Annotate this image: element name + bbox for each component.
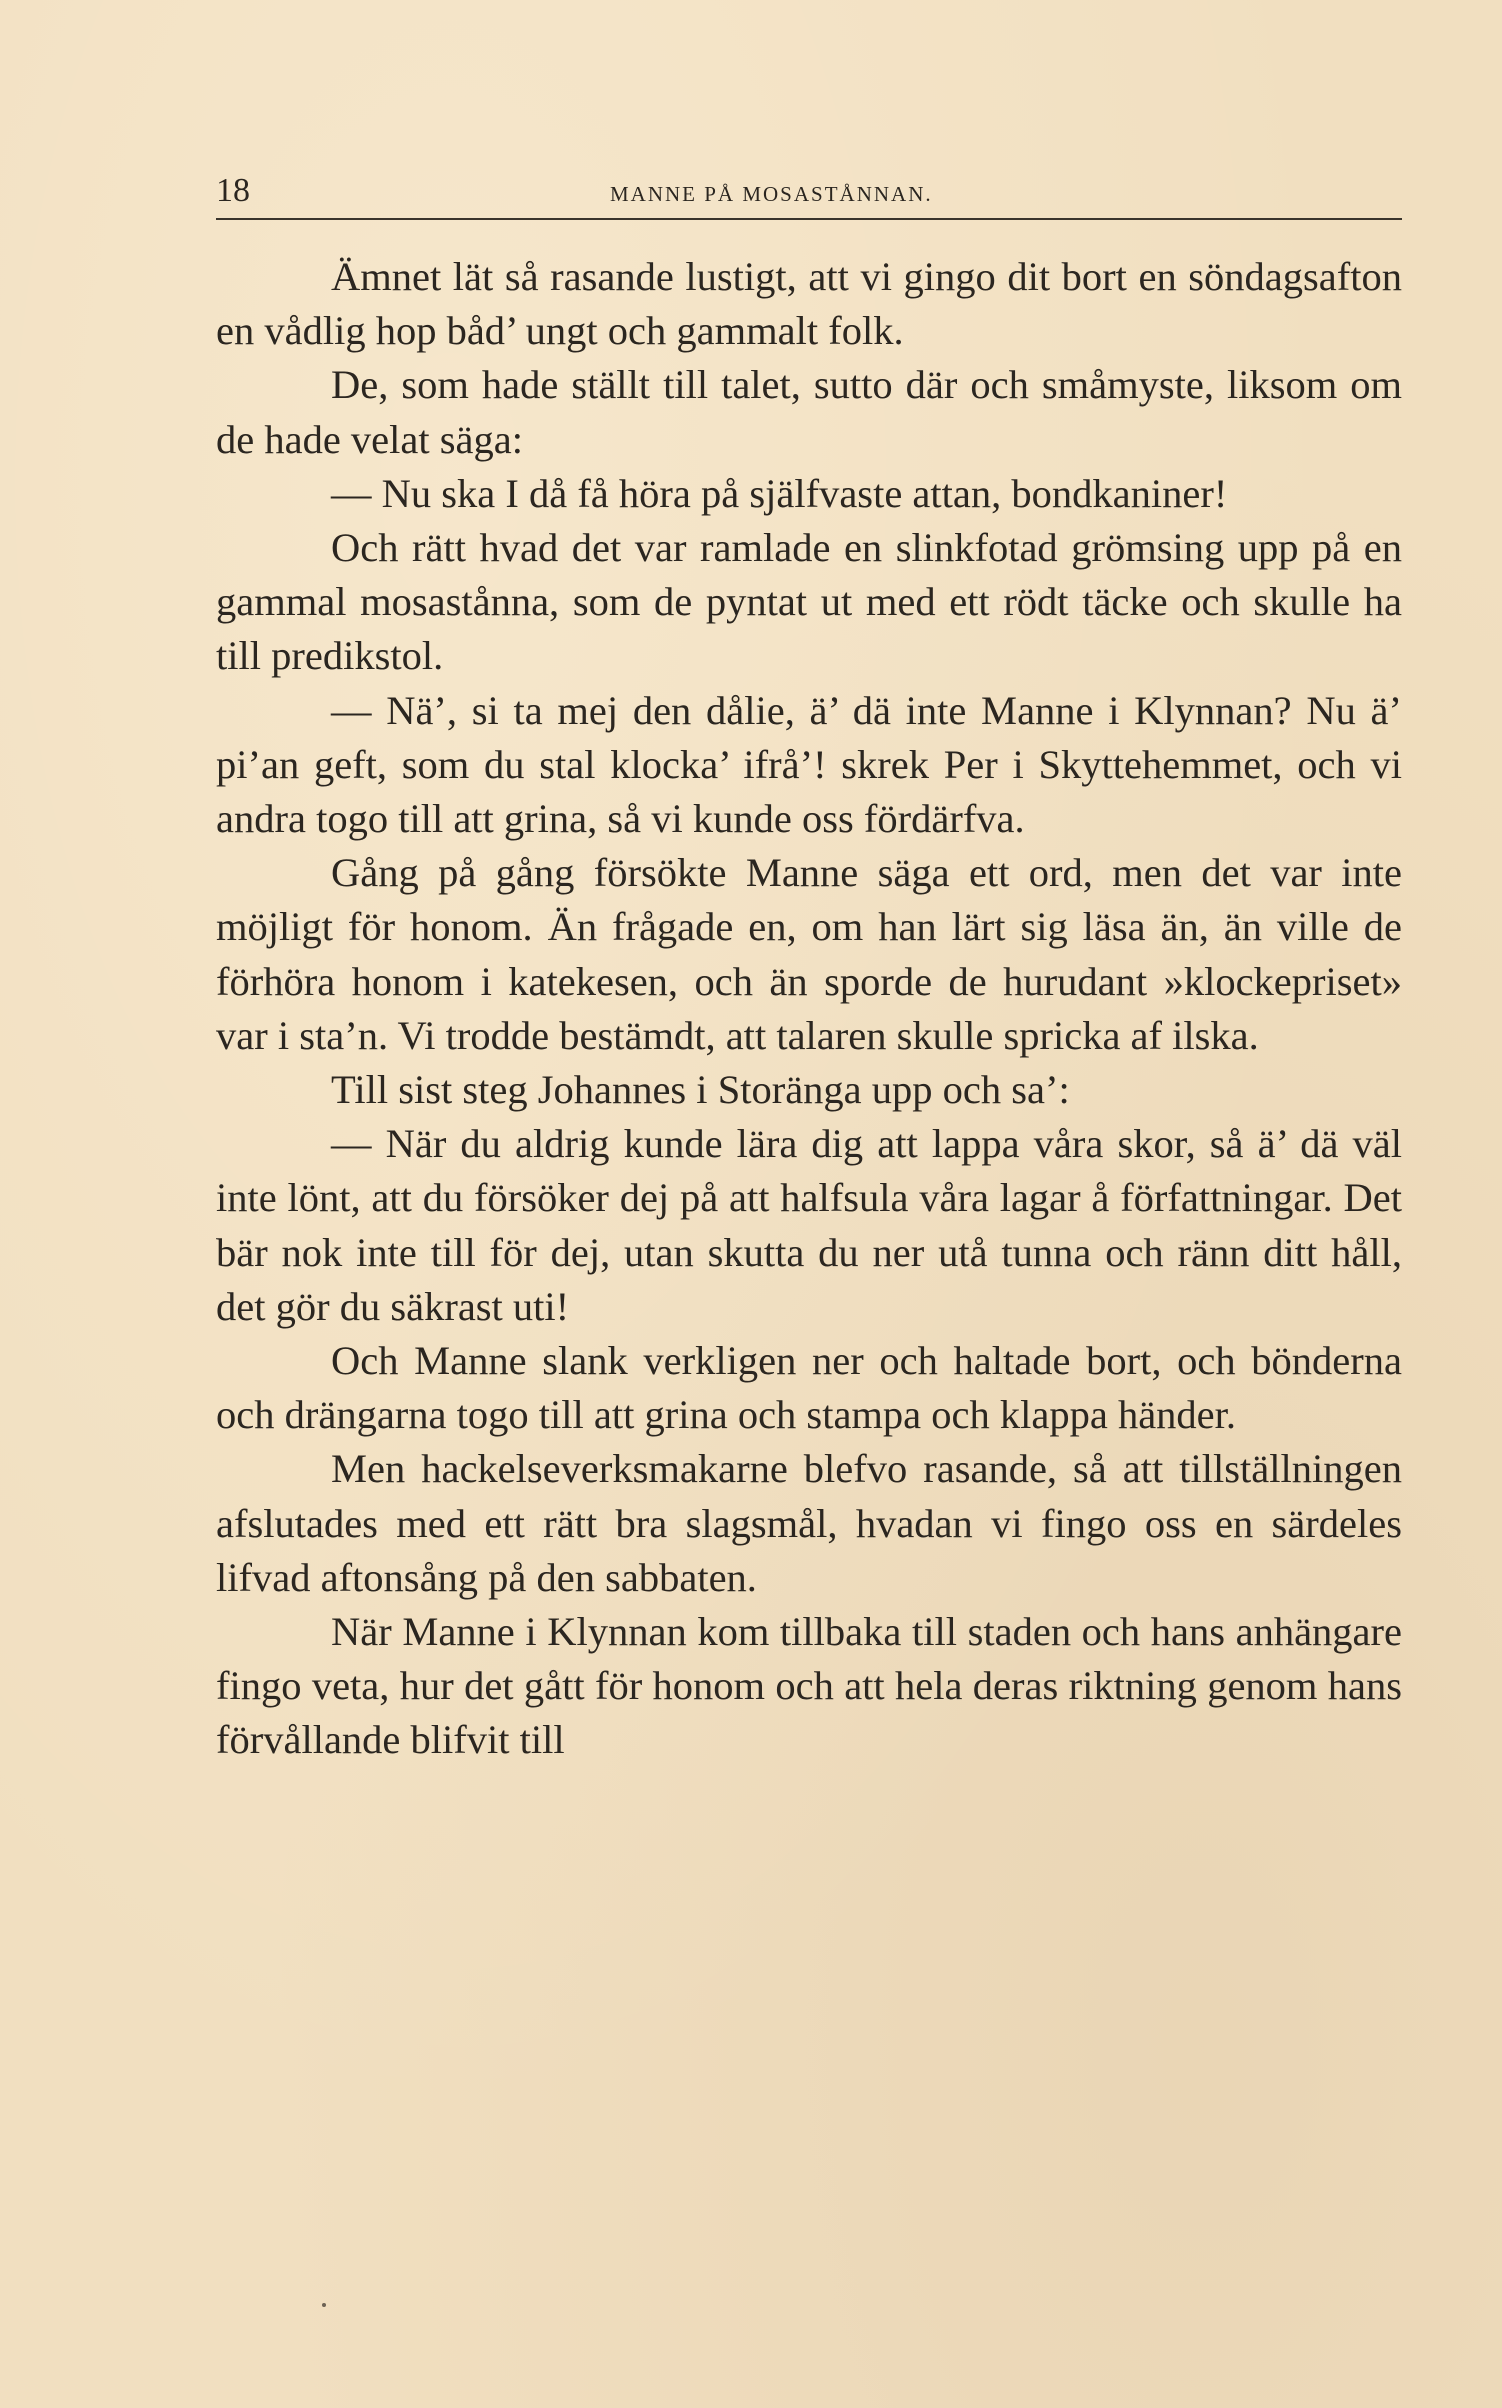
paragraph: Gång på gång försökte Manne säga ett ord, men det var inte möjligt för honom. Än frågade en, om han lärt sig läsa än, än ville de förhöra honom i katekesen, och än sporde de hurudant »klockepriset» var i sta’n. Vi trodde bestämdt, att talaren skulle spricka af ilska. [216, 850, 1402, 1058]
paragraph: Och Manne slank verkligen ner och haltade bort, och bönderna och drängarna togo till att grina och stampa och klappa händer. [216, 1338, 1402, 1438]
paragraph: Men hackelseverksmakarne blefvo rasande, så att tillställningen afslutades med ett rätt bra slagsmål, hvadan vi fingo oss en särdeles lifvad aftonsång på den sabbaten. [216, 1446, 1402, 1600]
body-text [216, 250, 1402, 1768]
paragraph: — Nu ska I då få höra på själfvaste attan, bondkaniner! [331, 470, 1228, 516]
page-number: 18 [216, 172, 250, 209]
paragraph: Ämnet lät så rasande lustigt, att vi gingo dit bort en söndagsafton en vådlig hop båd’ ungt och gammalt folk. [216, 254, 1402, 354]
page-header [216, 166, 1402, 214]
paper-speck [322, 2303, 326, 2307]
paragraph: — Nä’, si ta mej den dålie, ä’ dä inte Manne i Klynnan? Nu ä’ pi’an geft, som du stal klocka’ ifrå’! skrek Per i Skyttehemmet, och vi andra togo till att grina, så vi kunde oss fördärfva. [216, 687, 1402, 842]
running-title: MANNE PÅ MOSASTÅNNAN. [610, 182, 933, 206]
paragraph: — När du aldrig kunde lära dig att lappa våra skor, så ä’ dä väl inte lönt, att du försöker dej på att halfsula våra lagar å författningar. Det bär nok inte till för dej, utan skutta du ner utå tunna och ränn ditt håll, det gör du säkrast uti! [216, 1121, 1402, 1329]
paragraph: När Manne i Klynnan kom tillbaka till staden och hans anhängare fingo veta, hur det gått för honom och att hela deras riktning genom hans förvållande blifvit till [216, 1609, 1402, 1763]
paragraph: Och rätt hvad det var ramlade en slinkfotad grömsing upp på en gammal mosastånna, som de pyntat ut med ett rödt täcke och skulle ha till predikstol. [216, 525, 1402, 679]
header-rule [216, 218, 1402, 220]
paragraph: Till sist steg Johannes i Storänga upp och sa’: [331, 1067, 1070, 1113]
paragraph: De, som hade ställt till talet, sutto där och småmyste, liksom om de hade velat säga: [216, 362, 1402, 462]
